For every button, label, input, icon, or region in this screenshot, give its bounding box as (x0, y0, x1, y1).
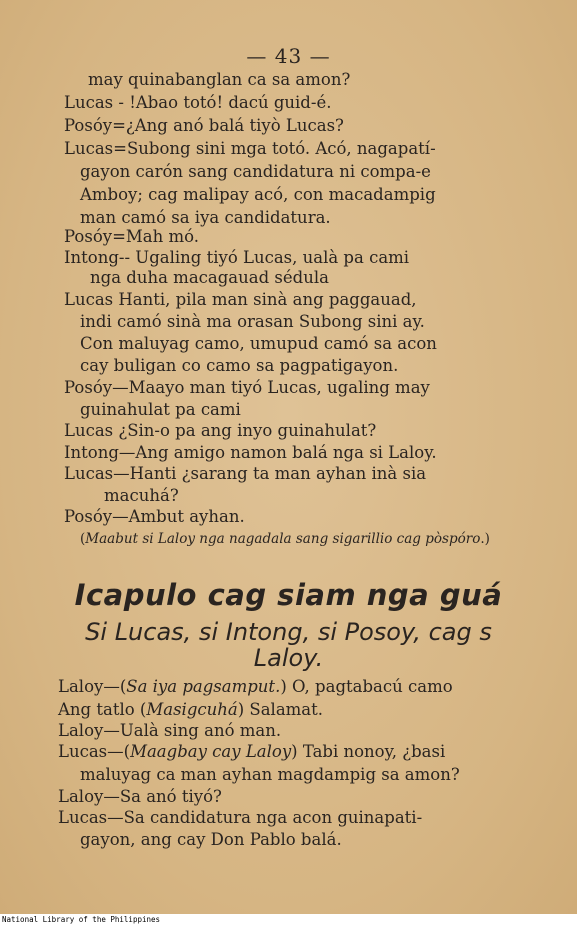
line-text: maluyag ca man ayhan magdampig sa amon? (80, 765, 460, 784)
line-text: Lucas - !Abao totó! dacú guid-é. (64, 93, 332, 112)
line-text: Con maluyag camo, umupud camó sa acon (80, 334, 437, 353)
dialogue-line (58, 677, 453, 697)
line-text: .) (480, 531, 490, 547)
dialogue-line (58, 721, 281, 741)
dialogue-line (80, 162, 431, 182)
line-text: indi camó sinà ma orasan Subong sini ay. (80, 312, 425, 331)
dialogue-line (64, 464, 426, 484)
dialogue-line (80, 529, 490, 549)
dialogue-line (64, 93, 331, 113)
line-text: Ang tatlo ( (58, 700, 147, 719)
line-text: guinahulat pa cami (80, 400, 241, 419)
line-text: Lucas—Sa candidatura nga acon guinapati- (58, 808, 423, 827)
dialogue-line (64, 248, 409, 268)
dialogue-line (80, 185, 436, 205)
scene-characters-line-1: Si Lucas, si Intong, si Posoy, cag s (85, 618, 492, 646)
stage-direction: Sa iya pagsamput. (126, 677, 281, 696)
dialogue-line (80, 765, 460, 785)
line-text: Laloy—( (58, 677, 127, 696)
dialogue-line (64, 421, 376, 441)
dialogue-line (80, 830, 342, 850)
line-text: Intong—Ang amigo namon balá nga si Laloy. (64, 443, 437, 462)
line-text: ( (80, 531, 86, 547)
line-text: ) Tabi nonoy, ¿basi (291, 742, 446, 761)
stage-direction: Masigcuhá (146, 700, 238, 719)
line-text: may quinabanglan ca sa amon? (88, 70, 351, 89)
dialogue-line (104, 486, 179, 506)
dialogue-line (58, 700, 323, 720)
line-text: Posóy—Maayo man tiyó Lucas, ugaling may (64, 378, 430, 397)
dialogue-line (80, 356, 398, 376)
dialogue-line (90, 268, 329, 288)
line-text: Amboy; cag malipay acó, con macadampig (80, 185, 436, 204)
dialogue-line (80, 334, 437, 354)
dialogue-line (80, 400, 241, 420)
dialogue-line (88, 70, 350, 90)
dialogue-line (64, 443, 437, 463)
scene-characters-line-2: Laloy. (253, 644, 324, 672)
line-text: Posóy=¿Ang anó balá tiyò Lucas? (64, 116, 344, 135)
dialogue-line (64, 116, 344, 136)
scene-heading: Icapulo cag siam nga guá (74, 578, 503, 612)
line-text: Lucas—( (58, 742, 131, 761)
line-text: Intong-- Ugaling tiyó Lucas, ualà pa cami (64, 248, 410, 267)
dialogue-line (64, 227, 199, 247)
dialogue-line (80, 208, 331, 228)
line-text: nga duha macagauad sédula (90, 268, 329, 287)
dialogue-line (64, 290, 417, 310)
line-text: Laloy—Ualà sing anó man. (58, 721, 282, 740)
line-text: Lucas Hanti, pila man sinà ang paggauad, (64, 290, 417, 309)
line-text: gayon, ang cay Don Pablo balá. (80, 830, 342, 849)
dialogue-line (58, 787, 222, 807)
line-text: ) Salamat. (237, 700, 324, 719)
dialogue-line (58, 742, 445, 762)
dialogue-line (64, 507, 245, 527)
library-footer: National Library of the Philippines (2, 915, 161, 924)
stage-direction: Maagbay cay Laloy (130, 742, 292, 761)
line-text: Lucas=Subong sini mga totó. Acó, nagapatí- (64, 139, 436, 158)
line-text: Laloy—Sa anó tiyó? (58, 787, 222, 806)
stage-direction: Maabut si Laloy nga nagadala sang sigarillio cag pòspóro (85, 531, 481, 547)
dialogue-line (64, 378, 430, 398)
line-text: Posóy—Ambut ayhan. (64, 507, 245, 526)
line-text: man camó sa iya candidatura. (80, 208, 331, 227)
line-text: Posóy=Mah mó. (64, 227, 200, 246)
dialogue-line (64, 139, 436, 159)
dialogue-line (58, 808, 422, 828)
line-text: gayon carón sang candidatura ni compa-e (80, 162, 431, 181)
dialogue-line (80, 312, 425, 332)
line-text: Lucas—Hanti ¿sarang ta man ayhan inà sia (64, 464, 427, 483)
line-text: cay buligan co camo sa pagpatigayon. (80, 356, 399, 375)
line-text: ) O, pagtabacú camo (280, 677, 453, 696)
page-number: — 43 — (246, 44, 331, 68)
line-text: Lucas ¿Sin-o pa ang inyo guinahulat? (64, 421, 377, 440)
line-text: macuhá? (104, 486, 179, 505)
